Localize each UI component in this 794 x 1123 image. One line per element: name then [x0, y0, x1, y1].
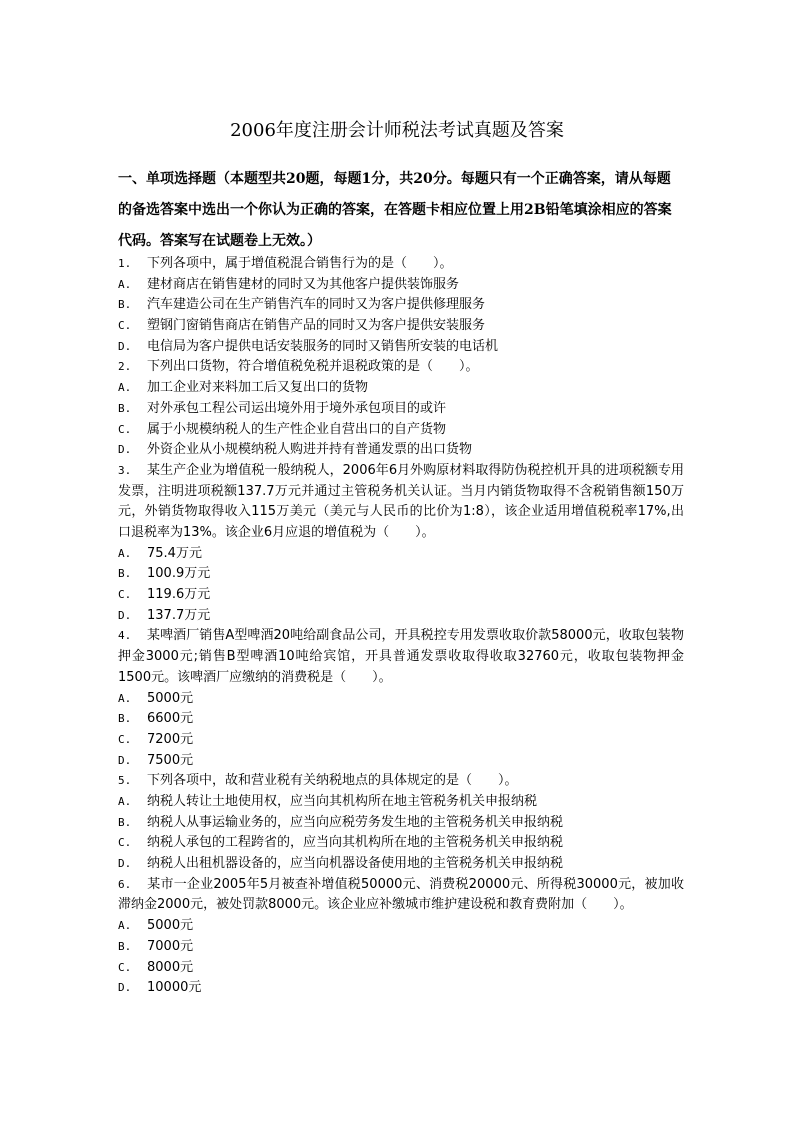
- option-text: 外资企业从小规模纳税人购进并持有普通发票的出口货物: [147, 442, 473, 458]
- option-letter: C.: [118, 422, 132, 436]
- answer-option: [118, 916, 684, 937]
- answer-option: [118, 937, 684, 958]
- option-letter: B.: [118, 815, 132, 829]
- answer-option: [118, 709, 684, 730]
- question-text: 下列各项中，故和营业税有关纳税地点的具体规定的是（ ）。: [147, 773, 518, 789]
- option-letter: C.: [118, 319, 132, 333]
- option-letter: A.: [118, 546, 132, 560]
- question-number: 6.: [118, 877, 132, 891]
- answer-option: [118, 295, 684, 316]
- option-letter: B.: [118, 939, 132, 953]
- question-number: 5.: [118, 774, 132, 788]
- question-stem: [118, 771, 684, 792]
- answer-option: [118, 420, 684, 441]
- option-letter: B.: [118, 401, 132, 415]
- answer-option: [118, 564, 684, 585]
- option-text: 5000元: [147, 918, 194, 934]
- question-text: 下列各项中，属于增值税混合销售行为的是（ ）。: [147, 256, 453, 271]
- question-text: 某生产企业为增值税一般纳税人，2006年6月外购原材料取得防伪税控机开具的进项税额专用发票，注明进项税额137.7万元并通过主管税务机关认证。当月内销货物取得不含税销售额150万元，外销货物取得收入115万美元（美元与人民币的比价为1:8），该企业适用增值税税率17%,出口退税率为13%。该企业6月应退的增值税为（ ）。: [118, 462, 684, 541]
- option-text: 10000元: [147, 980, 202, 996]
- option-text: 119.6万元: [147, 587, 211, 603]
- question-text: 某啤酒厂销售A型啤酒20吨给副食品公司，开具税控专用发票收取价款58000元，收取包装物押金3000元;销售B型啤酒10吨给宾馆，开具普通发票收取得收取32760元，收取包装物押金1500元。该啤酒厂应缴纳的消费税是（ ）。: [118, 628, 684, 685]
- option-letter: D.: [118, 981, 132, 995]
- option-text: 100.9万元: [147, 566, 211, 582]
- option-text: 7200元: [147, 731, 194, 747]
- question-stem: [118, 254, 684, 275]
- option-letter: B.: [118, 298, 132, 312]
- option-text: 纳税人转让土地使用权，应当向其机构所在地主管税务机关申报纳税: [147, 794, 538, 810]
- question-text: 某市一企业2005年5月被查补增值税50000元、消费税20000元、所得税30000元，被加收滞纳金2000元，被处罚款8000元。该企业应补缴城市维护建设税和教育费附加（ ）。: [118, 876, 684, 913]
- answer-option: [118, 689, 684, 710]
- option-text: 建材商店在销售建材的同时又为其他客户提供装饰服务: [147, 276, 460, 292]
- option-letter: A.: [118, 277, 132, 291]
- question-stem: [118, 461, 684, 544]
- option-letter: D.: [118, 857, 132, 871]
- answer-option: [118, 399, 684, 420]
- answer-option: [118, 440, 684, 461]
- option-letter: D.: [118, 608, 132, 622]
- answer-option: [118, 958, 684, 979]
- option-text: 75.4万元: [147, 545, 202, 561]
- option-letter: D.: [118, 339, 132, 353]
- answer-option: [118, 751, 684, 772]
- option-text: 纳税人承包的工程跨省的，应当向其机构所在地的主管税务机关申报纳税: [147, 835, 564, 851]
- document-title: 2006年度注册会计师税法考试真题及答案: [230, 120, 564, 141]
- option-text: 纳税人出租机器设备的，应当向机器设备使用地的主管税务机关申报纳税: [147, 856, 564, 872]
- answer-option: [118, 854, 684, 875]
- question-text: 下列出口货物，符合增值税免税并退税政策的是（ ）。: [147, 359, 479, 375]
- option-text: 137.7万元: [147, 607, 211, 623]
- question-number: 2.: [118, 360, 132, 374]
- option-text: 6600元: [147, 711, 194, 727]
- option-text: 8000元: [147, 959, 194, 975]
- option-text: 加工企业对来料加工后又复出口的货物: [147, 380, 369, 396]
- answer-option: [118, 792, 684, 813]
- section-heading: 一、单项选择题（本题型共20题，每题1分，共20分。每题只有一个正确答案，请从每题的备选答案中选出一个你认为正确的答案，在答题卡相应位置上用2B铅笔填涂相应的答案代码。答案写在试题卷上无效。）: [118, 171, 672, 249]
- option-text: 7000元: [147, 938, 194, 954]
- answer-option: [118, 585, 684, 606]
- option-letter: D.: [118, 443, 132, 457]
- option-letter: C.: [118, 732, 132, 746]
- option-text: 5000元: [147, 690, 194, 706]
- option-letter: D.: [118, 753, 132, 767]
- option-letter: A.: [118, 795, 132, 809]
- option-letter: C.: [118, 836, 132, 850]
- option-letter: C.: [118, 960, 132, 974]
- option-letter: A.: [118, 691, 132, 705]
- option-letter: A.: [118, 919, 132, 933]
- answer-option: [118, 813, 684, 834]
- option-text: 属于小规模纳税人的生产性企业自营出口的自产货物: [147, 421, 447, 437]
- option-letter: B.: [118, 712, 132, 726]
- question-stem: [118, 875, 684, 916]
- question-list: [118, 254, 684, 999]
- option-letter: B.: [118, 567, 132, 581]
- answer-option: [118, 378, 684, 399]
- answer-option: [118, 275, 684, 296]
- option-letter: A.: [118, 381, 132, 395]
- answer-option: [118, 544, 684, 565]
- option-text: 7500元: [147, 752, 194, 768]
- answer-option: [118, 337, 684, 358]
- question-number: 3.: [118, 463, 132, 477]
- answer-option: [118, 833, 684, 854]
- answer-option: [118, 316, 684, 337]
- question-stem: [118, 626, 684, 688]
- option-text: 塑钢门窗销售商店在销售产品的同时又为客户提供安装服务: [147, 318, 486, 334]
- question-number: 1.: [118, 257, 132, 270]
- answer-option: [118, 606, 684, 627]
- option-letter: C.: [118, 588, 132, 602]
- question-number: 4.: [118, 629, 132, 643]
- option-text: 电信局为客户提供电话安装服务的同时又销售所安装的电话机: [147, 338, 499, 354]
- option-text: 纳税人从事运输业务的，应当向应税劳务发生地的主管税务机关申报纳税: [147, 814, 564, 830]
- question-stem: [118, 357, 684, 378]
- answer-option: [118, 730, 684, 751]
- option-text: 汽车建造公司在生产销售汽车的同时又为客户提供修理服务: [147, 297, 486, 313]
- option-text: 对外承包工程公司运出境外用于境外承包项目的或许: [147, 400, 447, 416]
- answer-option: [118, 978, 684, 999]
